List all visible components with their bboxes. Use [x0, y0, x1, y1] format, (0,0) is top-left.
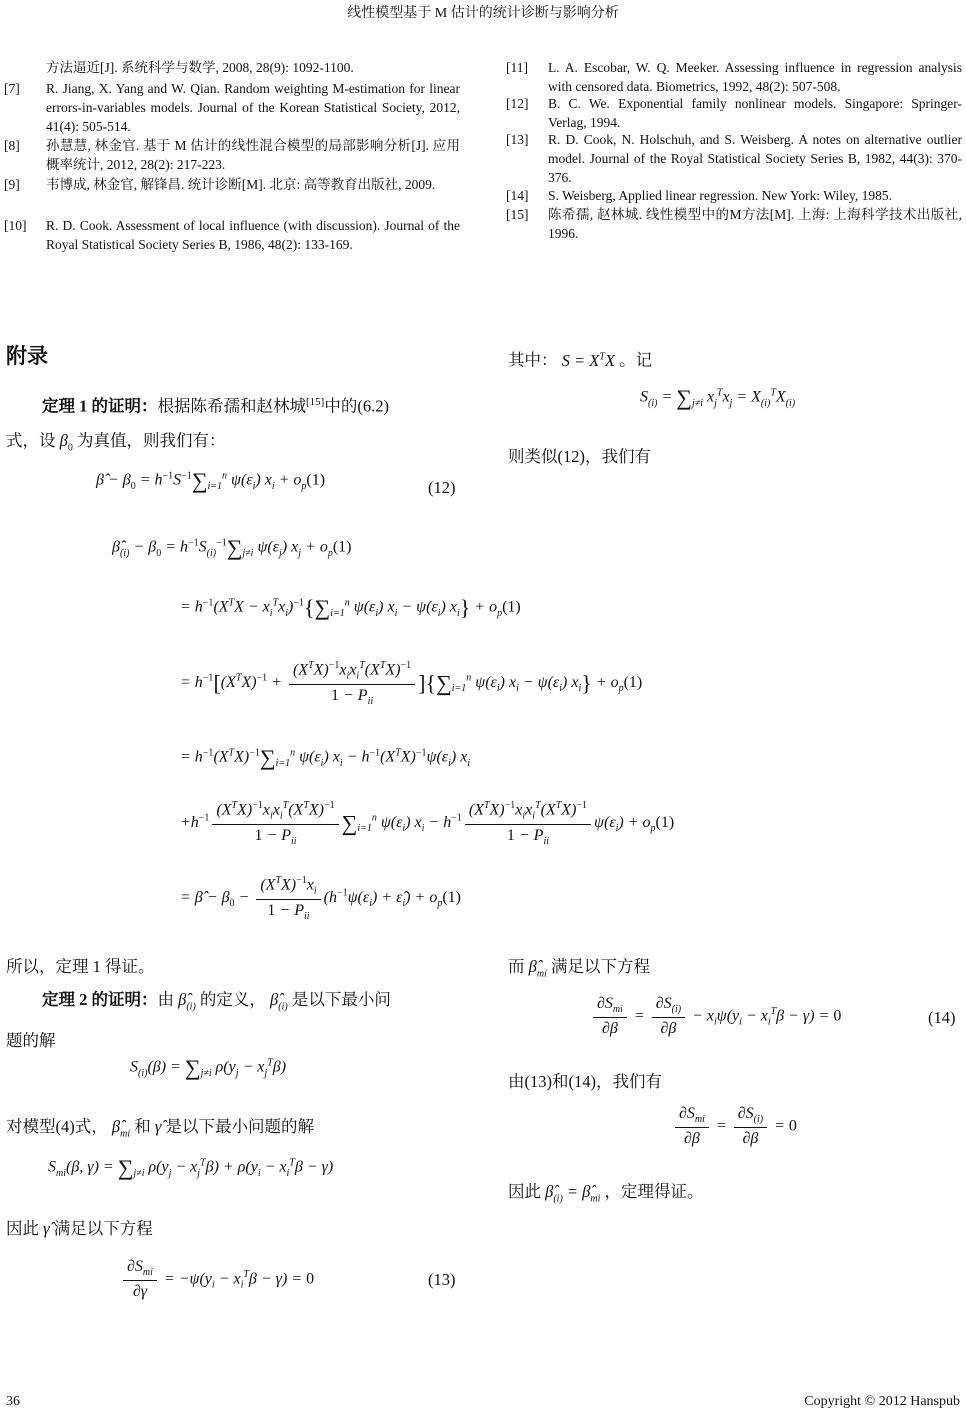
- and-beta-line: 而 $\betâ_{mi}$ 满足以下方程: [508, 957, 650, 980]
- therefore-theorem1: 所以，定理 1 得证。: [6, 957, 155, 976]
- reference-number: [7]: [4, 81, 20, 96]
- reference-item: [506, 205, 962, 243]
- reference-text: B. C. We. Exponential family nonlinear models. Singapore: Springer-Verlag, 1994.: [548, 96, 962, 130]
- equation-12: β̂ − $\beta_0 = h^{-1}S^{-1}\sum_{i=1}^n$ $\psi(\varepsilon_i) x_i + o_p(1)$: [96, 468, 326, 493]
- eq14-number: (14): [928, 1008, 956, 1027]
- derivation-line-5: $+h^{-1}$ $\frac{(X^TX)^{-1}x_ix_i^T(X^TX)^{-1}}{1 - P_{ii}}$ $\sum_{i=1}^n$ $\psi(\varepsilon_i) x_i - h^{-1}$ $\frac{(X^TX)^{-1}x_ix_i^T(X^TX)^{-1}}{1 - P_{ii}}$ $\psi(\varepsilon_i) + o_p(1)$: [180, 800, 675, 847]
- copyright: Copyright © 2012 Hanspub: [804, 1394, 960, 1409]
- reference-item: [506, 130, 962, 187]
- reference-text: R. D. Cook. Assessment of local influence (with discussion). Journal of the Royal Statistical Society Series B, 1986, 48(2): 133-169.: [46, 218, 460, 252]
- proof1-text-a: 根据陈希孺和赵林城: [157, 396, 306, 416]
- where-note: 。记: [619, 350, 653, 370]
- proof2-label: 定理 2 的证明：: [42, 990, 158, 1009]
- hence-gamma-b: 满足以下方程: [53, 1219, 153, 1238]
- proof1-line2-a: 式，设: [6, 430, 56, 450]
- model4-text-c: 是以下最小问题的解: [165, 1117, 314, 1136]
- reference-item: [506, 58, 962, 96]
- reference-number: [12]: [506, 96, 529, 111]
- derivation-line-1: $\betâ_{(i)} - \beta_0 = h^{-1}S_{(i)}^{-1}\sum_{j\ne i}$ $\psi(\varepsilon_j) x_j + o_p(1)$: [112, 535, 352, 560]
- proof2-intro: 定理 2 的证明：由 $\betâ_{(i)}$ 的定义， $\betâ_{(i)}$ 是以下最小问 题的解: [6, 990, 391, 1051]
- proof1-text-b: 中的(6.2): [324, 396, 389, 416]
- reference-text: 方法逼近[J]. 系统科学与数学, 2008, 28(9): 1092-1100.: [46, 60, 354, 75]
- s-i-definition: $S_{(i)} = \sum_{j\ne i}$ $x_j^Tx_j = X_{(i)}^TX_{(i)}$: [640, 385, 796, 410]
- where-line: [508, 340, 652, 378]
- final-line: 因此 $\betâ_{(i)}$ = $\betâ_{mi}$ ，定理得证。: [508, 1182, 704, 1205]
- model4-line: 对模型(4)式， $\betâ_{mi}$ 和 γ̂ 是以下最小问题的解: [6, 1117, 314, 1140]
- and-beta-a: 而: [508, 957, 525, 976]
- appendix-heading: 附录: [6, 344, 48, 368]
- reference-text: 陈希孺, 赵林城. 线性模型中的M方法[M]. 上海: 上海科学技术出版社, 1996.: [548, 207, 962, 241]
- derivation-line-2: = $h^{-1}(X^TX - x_i^Tx_i)^{-1}\{\sum_{i=1}^n$ $\psi(\varepsilon_i) x_i - \psi(\varepsilon_i) x_i\} + o_p(1)$: [180, 595, 521, 620]
- and-beta-b: 满足以下方程: [550, 957, 650, 976]
- reference-number: [10]: [4, 218, 27, 233]
- derivative-equality: $\frac{\partial S_{mi}}{\partial\beta}$ = $\frac{\partial S_{(i)}}{\partial\beta}$ = 0: [672, 1105, 797, 1148]
- model4-text-a: 对模型(4)式，: [6, 1117, 108, 1136]
- proof2-text-a: 由: [157, 990, 174, 1009]
- proof1-label: 定理 1 的证明：: [42, 396, 158, 416]
- beta0-symbol: $\beta_0$: [55, 430, 73, 453]
- s-mi-equation: $S_{mi}(\beta$, $\gamma) = \sum_{j\ne i}$ $\rho(y_j - x_j^T\beta) + \rho(y_i - x_i^T\beta - \gamma)$: [48, 1155, 334, 1180]
- reference-item: [4, 175, 460, 194]
- similar-text: 则类似(12)，我们有: [508, 447, 651, 466]
- eq13-number: (13): [428, 1270, 456, 1289]
- reference-number: [11]: [506, 60, 528, 75]
- s-i-beta-equation: $S_{(i)}(\beta) = \sum_{j\ne i}$ $\rho(y_j - x_j^T\beta)$: [130, 1055, 287, 1080]
- reference-text: R. D. Cook, N. Holschuh, and S. Weisberg. A notes on alternative outlier model. Journal of the Royal Statistical Society Series B, 1982, 44(3): 370-376.: [548, 132, 962, 185]
- where-text: 其中：: [508, 350, 558, 370]
- hence-gamma-a: 因此: [6, 1219, 39, 1238]
- reference-text: L. A. Escobar, W. Q. Meeker. Assessing influence in regression analysis with censored data. Biometrics, 1992, 48(2): 507-508.: [548, 60, 962, 94]
- final-a: 因此: [508, 1182, 541, 1201]
- derivation-line-4: = $h^{-1}(X^TX)^{-1}\sum_{i=1}^n$ $\psi(\varepsilon_i) x_i - h^{-1}(X^TX)^{-1}\psi(\varepsilon_i)$ $x_i$: [180, 745, 471, 770]
- reference-item: [506, 186, 962, 205]
- proof2-line2: 题的解: [6, 1031, 56, 1051]
- proof2-text-b: 的定义，: [199, 990, 266, 1009]
- reference-item: [506, 94, 962, 132]
- reference-item: [4, 58, 460, 77]
- reference-number: [14]: [506, 188, 529, 203]
- model4-text-b: 和: [134, 1117, 151, 1136]
- proof2-text-c: 是以下最小问: [291, 990, 391, 1009]
- proof1-line2-b: 为真值，则我们有：: [76, 430, 226, 450]
- eq12-number: (12): [428, 478, 456, 497]
- reference-number: [8]: [4, 138, 20, 153]
- page-number: 36: [6, 1394, 20, 1409]
- reference-text: 韦博成, 林金官, 解锋昌. 统计诊断[M]. 北京: 高等教育出版社, 2009.: [46, 177, 436, 192]
- running-head: 线性模型基于 M 估计的统计诊断与影响分析: [347, 6, 619, 21]
- proof1-cite: [15]: [306, 396, 325, 408]
- final-b: ，定理得证。: [604, 1182, 704, 1201]
- hence-gamma-line: 因此 γ̂ 满足以下方程: [6, 1219, 153, 1238]
- reference-item: [4, 79, 460, 136]
- reference-item: [4, 216, 460, 254]
- s-definition: $S = X^TX$: [557, 350, 620, 370]
- proof1-intro: [6, 385, 466, 465]
- equation-14: $\frac{\partial S_{mi}}{\partial\beta}$ = $\frac{\partial S_{(i)}}{\partial\beta}$ − $x_i\psi(y_i - x_i^T\beta - \gamma) = 0$: [590, 995, 841, 1038]
- derivation-line-6: = β̂ − $\beta_0$ − $\frac{(X^TX)^{-1}x_i}{1 - P_{ii}}$ ($h^{-1}\psi(\varepsilon_i)$ + $\varepsilon̂_i) + o_p(1)$: [180, 875, 461, 922]
- reference-item: [4, 136, 460, 174]
- derivation-line-3: = $h^{-1}[(X^TX)^{-1}$ + $\frac{(X^TX)^{-1}x_ix_i^T(X^TX)^{-1}}{1 - P_{ii}}$ ]{$\sum_{i=1}^n$ $\psi(\varepsilon_i) x_i - \psi(\varepsilon_i) x_i\} + o_p(1)$: [180, 660, 643, 707]
- reference-number: [9]: [4, 177, 20, 192]
- reference-text: S. Weisberg, Applied linear regression. New York: Wiley, 1985.: [548, 188, 892, 203]
- from-13-14: 由(13)和(14)，我们有: [508, 1072, 662, 1091]
- reference-number: [15]: [506, 207, 529, 222]
- reference-text: 孙慧慧, 林金官. 基于 M 估计的线性混合模型的局部影响分析[J]. 应用概率统计, 2012, 28(2): 217-223.: [46, 138, 460, 172]
- equation-13: $\frac{\partial S_{mi}}{\partial\gamma}$ = $-\psi(y_i - x_i^T\beta - \gamma) = 0$: [120, 1258, 314, 1301]
- reference-text: R. Jiang, X. Yang and W. Qian. Random weighting M-estimation for linear errors-in-variables models. Journal of the Korean Statistical Society, 2012, 41(4): 505-514.: [46, 81, 460, 134]
- reference-number: [13]: [506, 132, 529, 147]
